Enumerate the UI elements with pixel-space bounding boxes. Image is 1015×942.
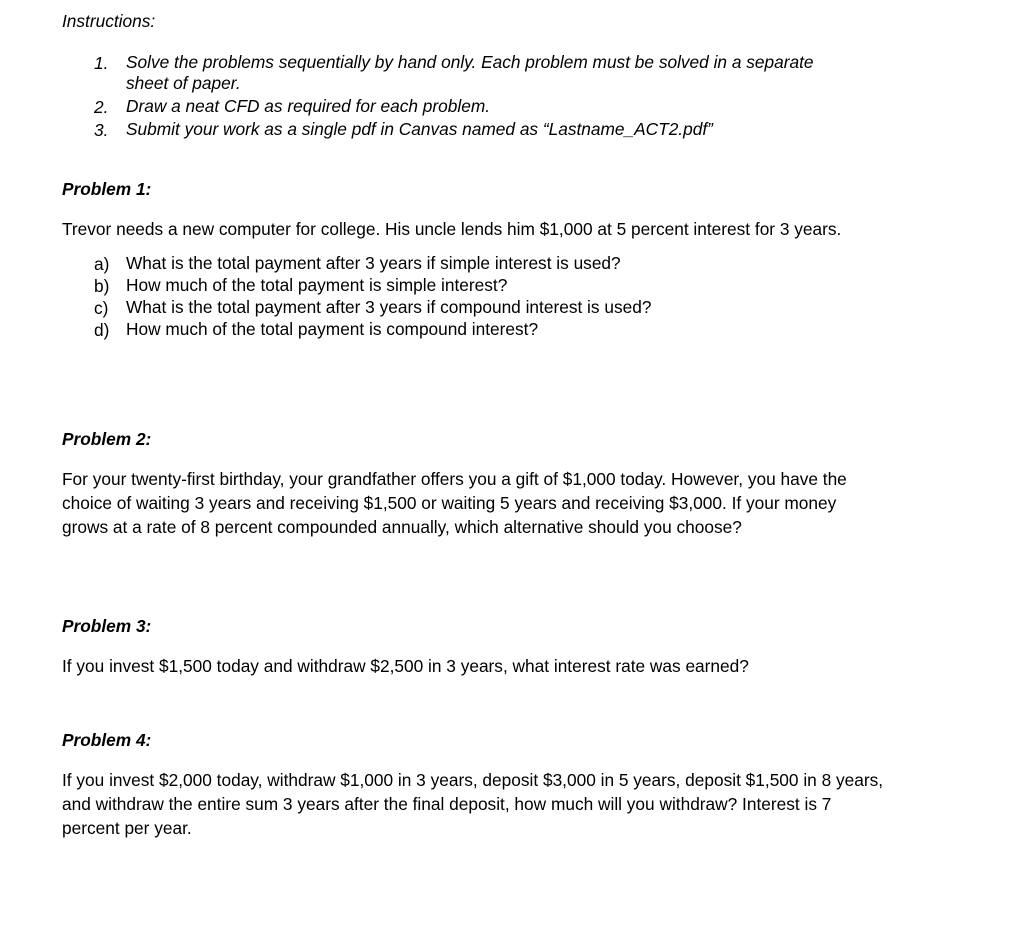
problem-heading: Problem 4:	[62, 730, 152, 750]
instruction-number: 3.	[94, 120, 109, 140]
problem-part	[62, 253, 962, 274]
problem-text: If you invest $2,000 today, withdraw $1,000 in 3 years, deposit $3,000 in 5 years, deposit $1,500 in 8 years, and withdraw the entire sum 3 years after the final deposit, how much will you withdraw? Interest is 7 percent per year.	[62, 770, 884, 838]
part-label: d)	[94, 320, 110, 340]
part-text: What is the total payment after 3 years if compound interest is used?	[126, 297, 652, 317]
part-label: b)	[94, 276, 110, 296]
problem-3-section	[62, 615, 962, 678]
problem-2-section	[62, 428, 962, 539]
problem-heading: Problem 2:	[62, 429, 152, 449]
instructions-section	[62, 10, 962, 142]
instruction-text: Submit your work as a single pdf in Canvas named as “Lastname_ACT2.pdf”	[126, 119, 713, 139]
problem-heading: Problem 1:	[62, 179, 152, 199]
part-text: How much of the total payment is compound interest?	[126, 319, 539, 339]
part-text: What is the total payment after 3 years if simple interest is used?	[126, 253, 621, 273]
instruction-item	[62, 96, 962, 117]
problem-part	[62, 319, 962, 340]
instruction-item	[62, 52, 962, 94]
problem-text: If you invest $1,500 today and withdraw $2,500 in 3 years, what interest rate was earned?	[62, 656, 749, 676]
problem-4-section	[62, 729, 962, 840]
instruction-number: 1.	[94, 53, 109, 73]
problem-part	[62, 297, 962, 318]
part-label: a)	[94, 254, 110, 274]
problem-text: For your twenty-first birthday, your grandfather offers you a gift of $1,000 today. However, you have the choice of waiting 3 years and receiving $1,500 or waiting 5 years and receiving $3,000. If your money grows at a rate of 8 percent compounded annually, which alternative should you choose?	[62, 469, 847, 537]
problem-1-parts	[62, 253, 962, 340]
instruction-text: Draw a neat CFD as required for each problem.	[126, 96, 491, 116]
instruction-item	[62, 119, 962, 140]
problem-heading: Problem 3:	[62, 616, 152, 636]
problem-text: Trevor needs a new computer for college. His uncle lends him $1,000 at 5 percent interest for 3 years.	[62, 219, 842, 239]
instructions-heading: Instructions:	[62, 11, 156, 31]
problem-1-section	[62, 178, 962, 341]
instructions-list	[62, 52, 962, 140]
instruction-text: Solve the problems sequentially by hand only. Each problem must be solved in a separate sheet of paper.	[126, 52, 814, 93]
problem-part	[62, 275, 962, 296]
part-label: c)	[94, 298, 109, 318]
instruction-number: 2.	[94, 97, 109, 117]
part-text: How much of the total payment is simple interest?	[126, 275, 508, 295]
